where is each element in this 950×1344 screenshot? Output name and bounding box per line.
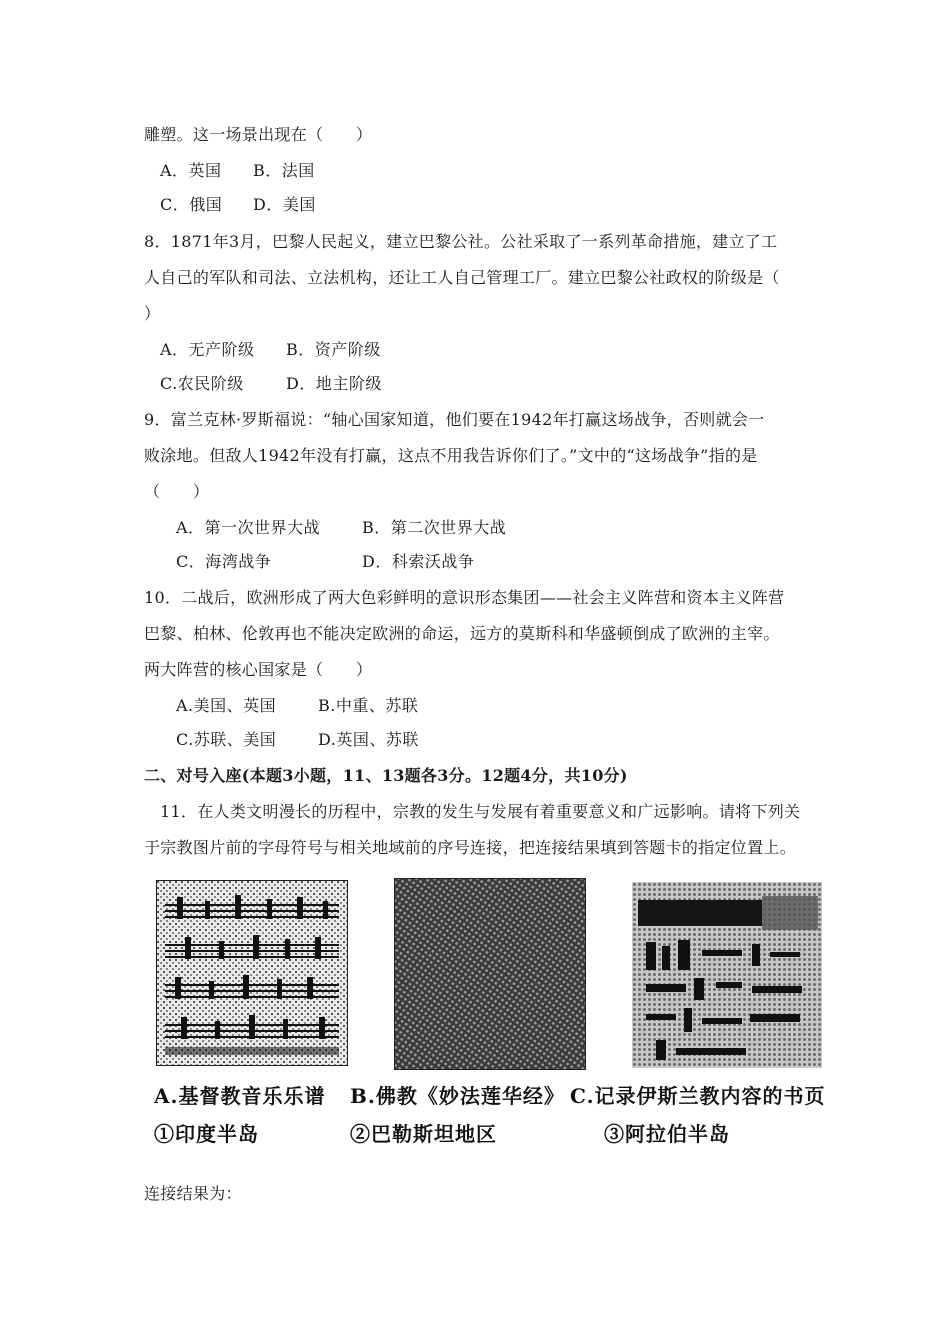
q8-stem-line2: 人自己的军队和司法、立法机构，还让工人自己管理工厂。建立巴黎公社政权的阶级是（	[144, 268, 780, 287]
q8-stem-line1: 8．1871年3月，巴黎人民起义，建立巴黎公社。公社采取了一系列革命措施，建立了工	[144, 232, 778, 251]
q7-option-a: A．英国	[160, 161, 222, 180]
q11-result-label: 连接结果为：	[144, 1184, 242, 1203]
q9-stem-line1: 9．富兰克林·罗斯福说：“轴心国家知道，他们要在1942年打赢这场战争，否则就会一	[144, 410, 765, 429]
q9-option-a: A．第一次世界大战	[176, 518, 321, 537]
q10-option-c: C.苏联、美国	[176, 730, 277, 749]
buddhist-lotus-sutra-image	[394, 878, 586, 1070]
caption-c-islamic-page: C.记录伊斯兰教内容的书页	[570, 1084, 826, 1108]
q8-option-d: D．地主阶级	[286, 374, 382, 393]
q11-stem-line2: 于宗教图片前的字母符号与相关地域前的序号连接，把连接结果填到答题卡的指定位置上。	[144, 838, 797, 857]
region-2-palestine: ②巴勒斯坦地区	[350, 1122, 497, 1146]
q8-option-c: C.农民阶级	[160, 374, 244, 393]
caption-b-lotus-sutra: B.佛教《妙法莲华经》	[350, 1084, 565, 1108]
q9-stem-line2: 败涂地。但敌人1942年没有打赢，这点不用我告诉你们了。”文中的“这场战争”指的是	[144, 446, 758, 465]
christian-music-score-image	[156, 880, 348, 1066]
q7-option-c: C．俄国	[160, 195, 223, 214]
q9-option-d: D．科索沃战争	[362, 552, 475, 571]
q7-option-b: B．法国	[253, 161, 315, 180]
q9-option-c: C．海湾战争	[176, 552, 272, 571]
region-1-india: ①印度半岛	[154, 1122, 259, 1146]
section-2-heading: 二、对号入座(本题3小题，11、13题各3分。12题4分，共10分)	[144, 766, 628, 785]
q10-option-b: B.中重、苏联	[318, 696, 419, 715]
q10-option-d: D.英国、苏联	[318, 730, 419, 749]
q10-stem-line1: 10．二战后，欧洲形成了两大色彩鲜明的意识形态集团——社会主义阵营和资本主义阵营	[144, 588, 785, 607]
q7-stem-tail: 雕塑。这一场景出现在（ ）	[144, 125, 373, 144]
q10-stem-line2: 巴黎、柏林、伦敦再也不能决定欧洲的命运，远方的莫斯科和华盛顿倒成了欧洲的主宰。	[144, 624, 780, 643]
q9-option-b: B．第二次世界大战	[362, 518, 507, 537]
caption-a-music-score: A.基督教音乐乐谱	[154, 1084, 326, 1108]
q8-option-b: B．资产阶级	[286, 340, 381, 359]
q7-option-d: D．美国	[253, 195, 316, 214]
q9-stem-line3: （ ）	[144, 482, 210, 501]
q10-stem-line3: 两大阵营的核心国家是（ ）	[144, 660, 373, 679]
region-3-arabia: ③阿拉伯半岛	[604, 1122, 730, 1146]
q11-stem-line1: 11．在人类文明漫长的历程中，宗教的发生与发展有着重要意义和广远影响。请将下列关	[160, 802, 801, 821]
islamic-text-page-image	[632, 882, 822, 1068]
q8-option-a: A．无产阶级	[160, 340, 255, 359]
q10-option-a: A.美国、英国	[176, 696, 277, 715]
q8-stem-line3: ）	[144, 304, 161, 323]
